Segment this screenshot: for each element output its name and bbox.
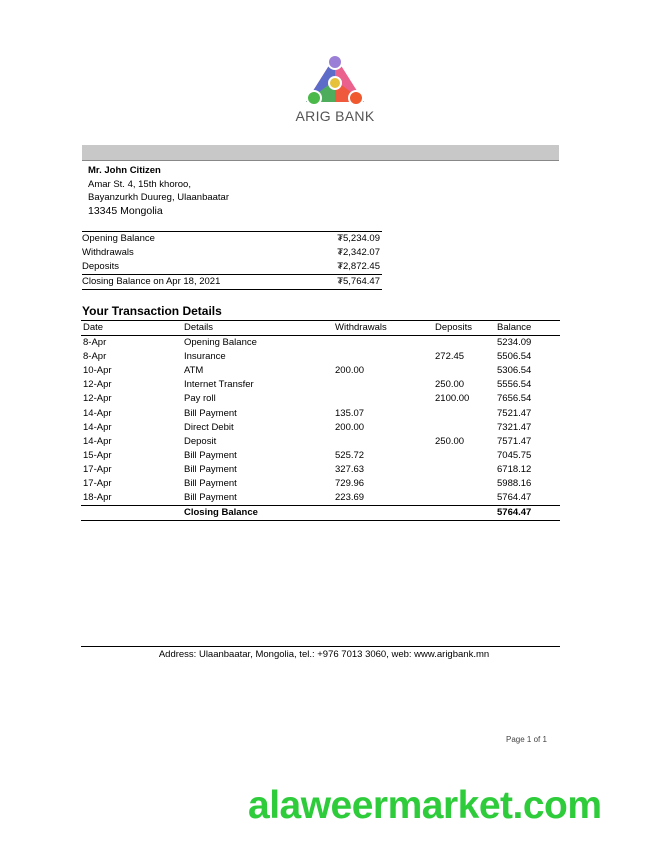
- closing-balance: 5764.47: [497, 507, 532, 519]
- table-row: [81, 336, 560, 350]
- summary-row: [82, 260, 382, 274]
- address-line: Bayanzurkh Duureg, Ulaanbaatar: [88, 192, 230, 203]
- header-bar: [82, 145, 559, 161]
- table-row: [81, 477, 560, 491]
- cell-details: Bill Payment: [184, 463, 237, 475]
- table-header: [81, 321, 560, 336]
- cell-details: ATM: [184, 365, 204, 377]
- cell-withdrawals: 200.00: [335, 365, 365, 377]
- cell-date: 17-Apr: [83, 478, 112, 490]
- cell-balance: 5234.09: [497, 337, 532, 349]
- table-row: [81, 435, 560, 449]
- table-row: [81, 491, 560, 505]
- cell-date: 15-Apr: [83, 449, 112, 461]
- cell-deposits: 250.00: [435, 435, 465, 447]
- cell-details: Deposit: [184, 435, 217, 447]
- cell-date: 8-Apr: [83, 337, 107, 349]
- col-header-date: Date: [83, 322, 104, 333]
- col-header-deposits: Deposits: [435, 322, 472, 333]
- bank-name: ARIG BANK: [295, 108, 375, 124]
- summary-row: [82, 274, 382, 289]
- cell-date: 14-Apr: [83, 407, 112, 419]
- closing-row: [81, 505, 560, 520]
- cell-withdrawals: 729.96: [335, 478, 365, 490]
- transactions-table: [81, 320, 560, 521]
- table-row: [81, 392, 560, 406]
- cell-details: Opening Balance: [184, 337, 257, 349]
- summary-label: Deposits: [82, 261, 119, 272]
- table-row: [81, 407, 560, 421]
- cell-details: Bill Payment: [184, 478, 237, 490]
- cell-date: 12-Apr: [83, 393, 112, 405]
- bank-logo-icon: [302, 52, 368, 108]
- cell-balance: 5764.47: [497, 492, 532, 504]
- cell-details: Pay roll: [184, 393, 216, 405]
- transactions-title: Your Transaction Details: [82, 304, 222, 318]
- customer-address: [88, 164, 229, 218]
- table-row: [81, 463, 560, 477]
- cell-withdrawals: 200.00: [335, 421, 365, 433]
- summary-value: ₮5,764.47: [337, 276, 380, 287]
- summary-value: ₮2,342.07: [337, 247, 380, 258]
- cell-date: 14-Apr: [83, 435, 112, 447]
- cell-date: 8-Apr: [83, 351, 107, 363]
- cell-withdrawals: 223.69: [335, 492, 365, 504]
- col-header-details: Details: [184, 322, 214, 333]
- table-row: [81, 378, 560, 392]
- summary-label: Opening Balance: [82, 233, 155, 244]
- cell-details: Bill Payment: [184, 492, 237, 504]
- cell-balance: 5506.54: [497, 351, 532, 363]
- cell-date: 12-Apr: [83, 379, 112, 391]
- watermark: alaweermarket.com: [248, 784, 602, 827]
- cell-details: Bill Payment: [184, 449, 237, 461]
- cell-balance: 7571.47: [497, 435, 532, 447]
- cell-date: 17-Apr: [83, 463, 112, 475]
- page-number: Page 1 of 1: [506, 735, 547, 744]
- summary-label: Withdrawals: [82, 247, 134, 258]
- summary-value: ₮5,234.09: [337, 233, 380, 244]
- cell-withdrawals: 525.72: [335, 449, 365, 461]
- cell-date: 10-Apr: [83, 365, 112, 377]
- summary-value: ₮2,872.45: [337, 261, 380, 272]
- cell-details: Direct Debit: [184, 421, 234, 433]
- cell-date: 14-Apr: [83, 421, 112, 433]
- cell-balance: 5306.54: [497, 365, 532, 377]
- summary-label: Closing Balance on Apr 18, 2021: [82, 276, 221, 287]
- summary-row: [82, 246, 382, 260]
- closing-label: Closing Balance: [184, 507, 258, 519]
- footer-address: Address: Ulaanbaatar, Mongolia, tel.: +976 7013 3060, web: www.arigbank.mn: [158, 649, 490, 660]
- customer-name: Mr. John Citizen: [88, 165, 161, 176]
- cell-withdrawals: 327.63: [335, 463, 365, 475]
- cell-details: Insurance: [184, 351, 226, 363]
- cell-balance: 7321.47: [497, 421, 532, 433]
- cell-balance: 5556.54: [497, 379, 532, 391]
- table-row: [81, 421, 560, 435]
- cell-deposits: 2100.00: [435, 393, 470, 405]
- table-row: [81, 364, 560, 378]
- cell-balance: 5988.16: [497, 478, 532, 490]
- table-body: [81, 336, 560, 505]
- footer-divider: [81, 646, 560, 647]
- table-row: [81, 449, 560, 463]
- cell-deposits: 250.00: [435, 379, 465, 391]
- cell-balance: 7656.54: [497, 393, 532, 405]
- address-line: 13345 Mongolia: [88, 204, 163, 217]
- address-line: Amar St. 4, 15th khoroo,: [88, 178, 191, 190]
- cell-deposits: 272.45: [435, 351, 465, 363]
- table-row: [81, 350, 560, 364]
- cell-details: Bill Payment: [184, 407, 237, 419]
- balance-summary: [82, 231, 382, 290]
- col-header-balance: Balance: [497, 322, 532, 333]
- col-header-withdrawals: Withdrawals: [335, 322, 387, 333]
- cell-date: 18-Apr: [83, 492, 112, 504]
- summary-row: [82, 232, 382, 246]
- cell-details: Internet Transfer: [184, 379, 254, 391]
- cell-withdrawals: 135.07: [335, 407, 365, 419]
- cell-balance: 6718.12: [497, 463, 532, 475]
- cell-balance: 7521.47: [497, 407, 532, 419]
- cell-balance: 7045.75: [497, 449, 532, 461]
